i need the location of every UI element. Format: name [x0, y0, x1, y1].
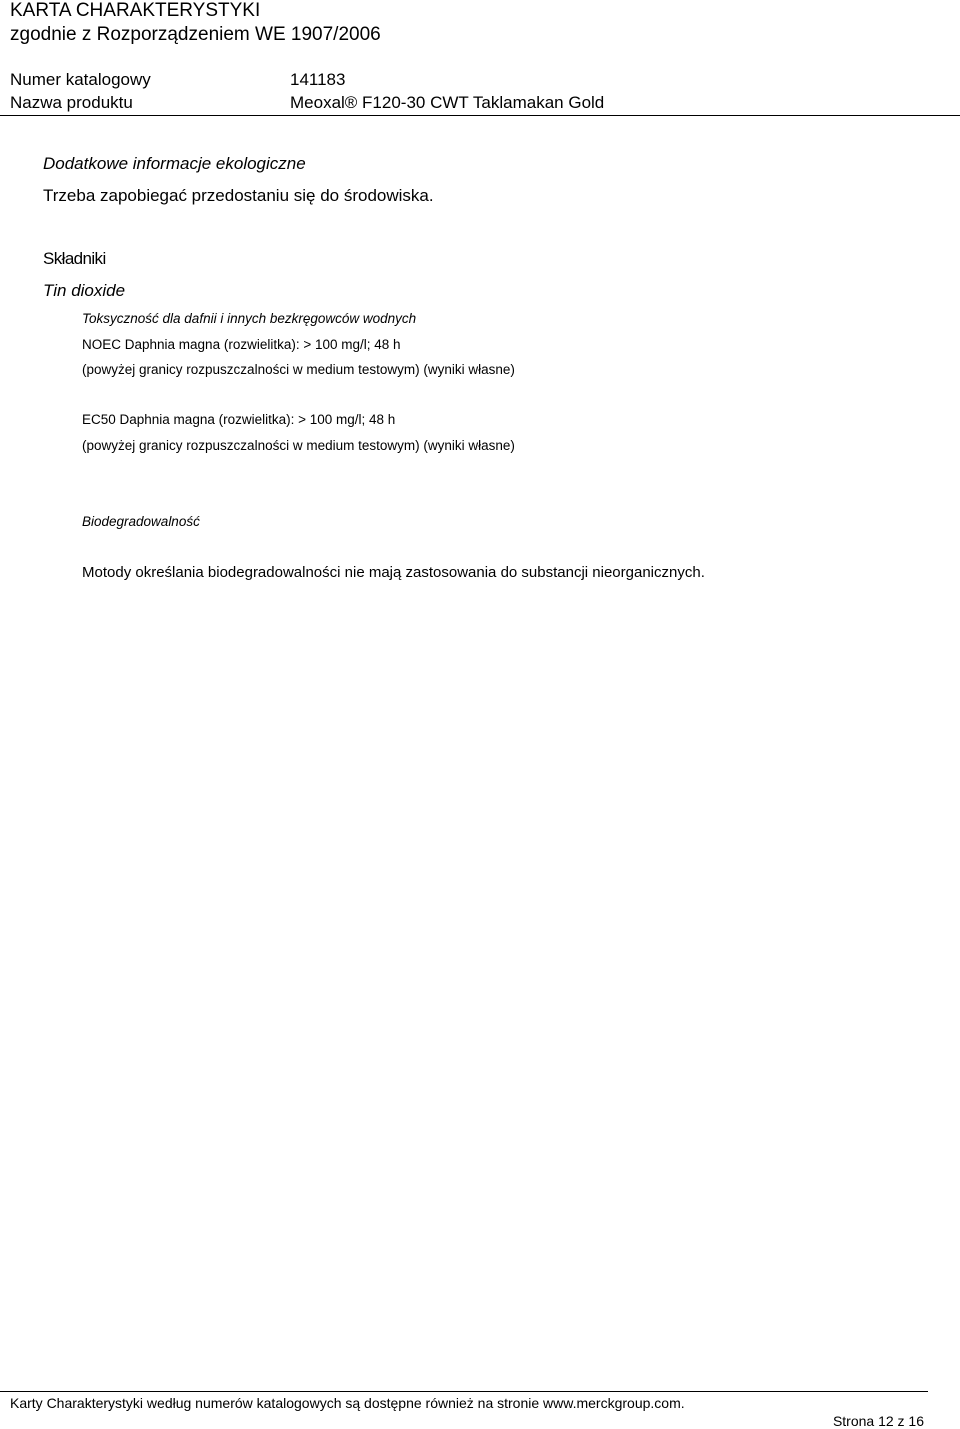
ec50-value-line: EC50 Daphnia magna (rozwielitka): > 100 mg/l; 48 h [82, 412, 396, 427]
document-title: KARTA CHARAKTERYSTYKI [10, 0, 261, 21]
eco-info-text: Trzeba zapobiegać przedostaniu się do środowiska. [43, 186, 434, 205]
product-name-label: Nazwa produktu [10, 93, 133, 112]
noec-note: (powyżej granicy rozpuszczalności w medium testowym) (wyniki własne) [82, 362, 515, 377]
noec-value-line: NOEC Daphnia magna (rozwielitka): > 100 mg/l; 48 h [82, 337, 401, 352]
ec50-note: (powyżej granicy rozpuszczalności w medium testowym) (wyniki własne) [82, 438, 515, 453]
footer-note: Karty Charakterystyki według numerów katalogowych są dostępne również na stronie www.merckgroup.com. [10, 1395, 685, 1411]
eco-info-heading: Dodatkowe informacje ekologiczne [43, 154, 306, 173]
product-name-value: Meoxal® F120-30 CWT Taklamakan Gold [290, 93, 605, 112]
components-heading: Składniki [43, 249, 106, 268]
document-subtitle: zgodnie z Rozporządzeniem WE 1907/2006 [10, 24, 381, 45]
catalog-number-value: 141183 [290, 70, 346, 89]
catalog-number-label: Numer katalogowy [10, 70, 151, 89]
footer-divider [0, 1391, 928, 1392]
substance-name: Tin dioxide [43, 281, 126, 300]
page-number: Strona 12 z 16 [832, 1413, 924, 1429]
biodegradability-text: Motody określania biodegradowalności nie mają zastosowania do substancji nieorganicznych. [82, 564, 705, 581]
daphnia-toxicity-heading: Toksyczność dla dafnii i innych bezkręgowców wodnych [82, 311, 417, 326]
biodegradability-heading: Biodegradowalność [82, 514, 200, 529]
header-divider [0, 115, 960, 116]
